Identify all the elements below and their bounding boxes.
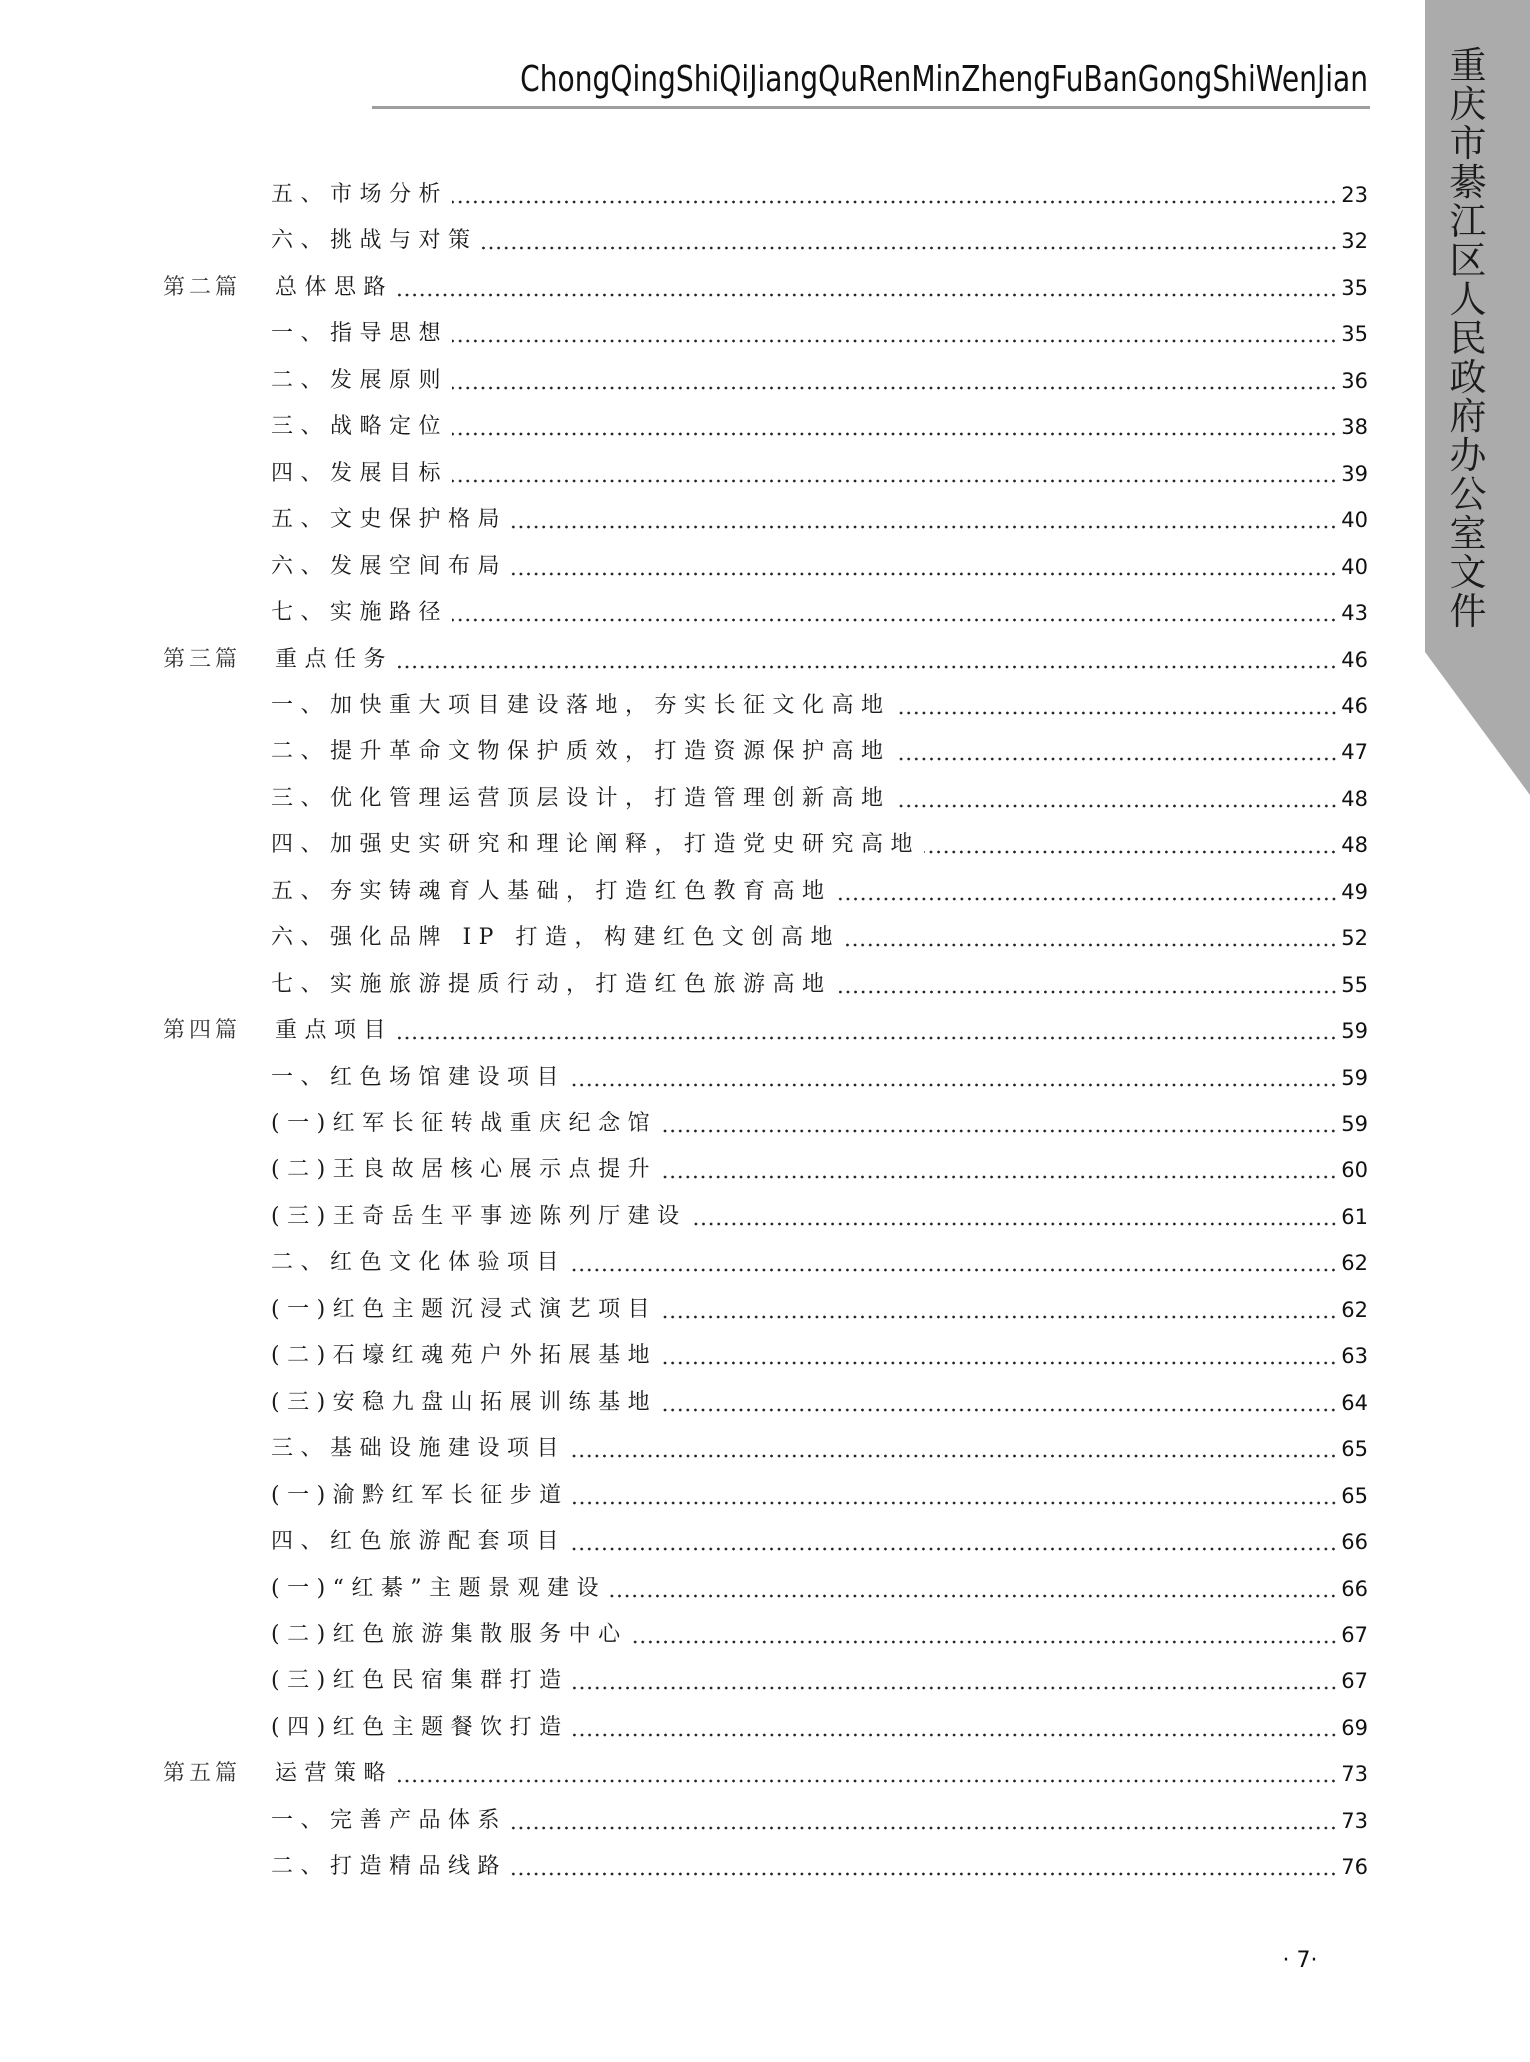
toc-page-number: 76 bbox=[1341, 1855, 1368, 1880]
toc-page-number: 35 bbox=[1341, 275, 1368, 300]
toc-entry-link[interactable] bbox=[271, 590, 1368, 636]
toc-entry-link[interactable] bbox=[275, 637, 1368, 683]
toc-entry-row[interactable] bbox=[0, 1194, 1400, 1240]
toc-page-number: 49 bbox=[1341, 879, 1368, 904]
toc-entry-title: 运营策略 bbox=[275, 1761, 394, 1787]
side-tab-char: 人 bbox=[1449, 278, 1487, 321]
toc-page-number: 52 bbox=[1341, 926, 1368, 951]
toc-part-label: 第二篇 bbox=[163, 274, 242, 300]
toc-page-number: 38 bbox=[1341, 415, 1368, 440]
toc-entry-link[interactable] bbox=[271, 1147, 1368, 1193]
toc-entry-title: 四、加强史实研究和理论阐释，打造党史研究高地 bbox=[271, 832, 921, 858]
toc-entry-link[interactable] bbox=[271, 1705, 1368, 1751]
toc-entry-title: 总体思路 bbox=[275, 274, 394, 300]
toc-entry-row[interactable] bbox=[0, 1705, 1400, 1751]
toc-part-row[interactable] bbox=[0, 1008, 1400, 1054]
toc-entry-title: 七、实施旅游提质行动，打造红色旅游高地 bbox=[271, 971, 832, 997]
dot-leader bbox=[661, 1361, 1337, 1365]
side-tab bbox=[1425, 0, 1530, 795]
toc-entry-title: 四、发展目标 bbox=[271, 460, 449, 486]
toc-entry-row[interactable] bbox=[0, 1333, 1400, 1379]
toc-entry-row[interactable] bbox=[0, 869, 1400, 915]
toc-part-row[interactable] bbox=[0, 637, 1400, 683]
toc-entry-link[interactable] bbox=[271, 1612, 1368, 1658]
toc-entry-link[interactable] bbox=[271, 311, 1368, 357]
toc-page-number: 43 bbox=[1341, 601, 1368, 626]
toc-entry-row[interactable] bbox=[0, 1147, 1400, 1193]
side-tab-char: 办 bbox=[1449, 434, 1487, 477]
toc-entry-title: 三、基础设施建设项目 bbox=[271, 1436, 567, 1462]
toc-entry-link[interactable] bbox=[271, 172, 1368, 218]
toc-entry-link[interactable] bbox=[271, 729, 1368, 775]
dot-leader bbox=[570, 1083, 1337, 1087]
toc-entry-row[interactable] bbox=[0, 497, 1400, 543]
dot-leader bbox=[632, 1640, 1338, 1644]
dot-leader bbox=[452, 432, 1337, 436]
dot-leader bbox=[511, 572, 1337, 576]
toc-entry-title: 五、文史保护格局 bbox=[271, 507, 508, 533]
dot-leader bbox=[452, 618, 1337, 622]
running-header bbox=[372, 58, 1370, 102]
toc-entry-row[interactable] bbox=[0, 404, 1400, 450]
toc-page-number: 65 bbox=[1341, 1437, 1368, 1462]
toc-entry-row[interactable] bbox=[0, 590, 1400, 636]
toc-entry-link[interactable] bbox=[271, 404, 1368, 450]
dot-leader bbox=[844, 943, 1337, 947]
toc-entry-link[interactable] bbox=[271, 1426, 1368, 1472]
dot-leader bbox=[573, 1501, 1338, 1505]
toc-entry-title: 六、发展空间布局 bbox=[271, 553, 508, 579]
side-tab-char: 公 bbox=[1449, 473, 1487, 516]
toc-page-number: 67 bbox=[1341, 1622, 1368, 1647]
toc-page-number: 60 bbox=[1341, 1158, 1368, 1183]
toc-entry-row[interactable] bbox=[0, 915, 1400, 961]
toc-page-number: 62 bbox=[1341, 1251, 1368, 1276]
dot-leader bbox=[573, 1686, 1338, 1690]
dot-leader bbox=[691, 1222, 1338, 1226]
toc-page-number: 48 bbox=[1341, 833, 1368, 858]
page-number: · 7· bbox=[1282, 1948, 1318, 1973]
toc-entry-row[interactable] bbox=[0, 451, 1400, 497]
dot-leader bbox=[895, 804, 1338, 808]
toc-entry-title: 五、市场分析 bbox=[271, 182, 449, 207]
dot-leader bbox=[610, 1594, 1337, 1598]
toc-entry-link[interactable] bbox=[275, 1008, 1368, 1054]
dot-leader bbox=[452, 479, 1337, 483]
toc-page-number: 35 bbox=[1341, 322, 1368, 347]
toc-entry-row[interactable] bbox=[0, 962, 1400, 1008]
dot-leader bbox=[452, 339, 1337, 343]
toc-entry-link[interactable] bbox=[271, 1333, 1368, 1379]
side-tab-char: 件 bbox=[1449, 590, 1487, 633]
dot-leader bbox=[397, 1036, 1337, 1040]
toc-entry-link[interactable] bbox=[271, 451, 1368, 497]
toc-entry-title: 一、指导思想 bbox=[271, 321, 449, 347]
toc-entry-title: (二)王良故居核心展示点提升 bbox=[271, 1157, 658, 1183]
toc-page-number: 66 bbox=[1341, 1530, 1368, 1555]
toc-page-number: 48 bbox=[1341, 786, 1368, 811]
dot-leader bbox=[452, 200, 1337, 204]
toc-entry-title: (一)渝黔红军长征步道 bbox=[271, 1482, 569, 1508]
toc-page-number: 67 bbox=[1341, 1669, 1368, 1694]
toc-entry-link[interactable] bbox=[271, 1240, 1368, 1286]
toc-page-number: 46 bbox=[1341, 647, 1368, 672]
running-header-title: ChongQingShiQiJiangQuRenMinZhengFuBanGongShiWenJian bbox=[520, 59, 1368, 100]
toc-page-number: 32 bbox=[1341, 229, 1368, 254]
dot-leader bbox=[511, 1826, 1337, 1830]
toc-entry-row[interactable] bbox=[0, 1380, 1400, 1426]
toc-page-number: 23 bbox=[1341, 183, 1368, 207]
dot-leader bbox=[661, 1408, 1337, 1412]
toc-page-number: 73 bbox=[1341, 1808, 1368, 1833]
side-tab-char: 政 bbox=[1449, 356, 1487, 399]
toc-part-label: 第三篇 bbox=[163, 646, 242, 672]
dot-leader bbox=[661, 1129, 1337, 1133]
toc-entry-link[interactable] bbox=[271, 822, 1368, 868]
toc-entry-title: 重点任务 bbox=[275, 646, 394, 672]
toc-entry-title: 二、提升革命文物保护质效，打造资源保护高地 bbox=[271, 739, 891, 765]
toc-page-number: 59 bbox=[1341, 1065, 1368, 1090]
dot-leader bbox=[452, 386, 1337, 390]
toc-entry-link[interactable] bbox=[271, 1101, 1368, 1147]
toc-entry-link[interactable] bbox=[271, 1658, 1368, 1704]
toc-page-number: 59 bbox=[1341, 1112, 1368, 1136]
toc-page-number: 40 bbox=[1341, 554, 1368, 579]
toc-entry-row[interactable] bbox=[0, 544, 1400, 590]
side-tab-char: 府 bbox=[1449, 395, 1487, 438]
dot-leader bbox=[895, 711, 1338, 715]
toc-entry-link[interactable] bbox=[271, 1055, 1368, 1101]
toc-entry-row[interactable] bbox=[0, 1287, 1400, 1333]
dot-leader bbox=[836, 897, 1338, 901]
toc-page-number: 64 bbox=[1341, 1390, 1368, 1415]
toc-entry-link[interactable] bbox=[271, 1287, 1368, 1333]
side-tab-char: 文 bbox=[1449, 551, 1487, 594]
toc-page-number: 65 bbox=[1341, 1483, 1368, 1508]
toc-entry-link[interactable] bbox=[271, 1380, 1368, 1426]
toc-entry-title: (一)红色主题沉浸式演艺项目 bbox=[271, 1296, 658, 1322]
toc-entry-link[interactable] bbox=[271, 1519, 1368, 1565]
toc-page-number: 39 bbox=[1341, 461, 1368, 486]
toc-entry-row[interactable] bbox=[0, 1473, 1400, 1519]
dot-leader bbox=[511, 525, 1337, 529]
toc-entry-title: 五、夯实铸魂育人基础，打造红色教育高地 bbox=[271, 878, 832, 904]
dot-leader bbox=[397, 1779, 1337, 1783]
dot-leader bbox=[482, 246, 1338, 250]
toc-entry-row[interactable] bbox=[0, 172, 1400, 218]
dot-leader bbox=[836, 990, 1338, 994]
toc-entry-row[interactable] bbox=[0, 1101, 1400, 1147]
dot-leader bbox=[397, 293, 1337, 297]
toc-page-number: 36 bbox=[1341, 368, 1368, 393]
side-tab-char: 江 bbox=[1449, 200, 1487, 243]
toc-entry-title: (一)“红綦”主题景观建设 bbox=[271, 1575, 607, 1601]
toc-entry-link[interactable] bbox=[271, 497, 1368, 543]
toc-entry-row[interactable] bbox=[0, 1519, 1400, 1565]
toc-page-number: 46 bbox=[1341, 693, 1368, 718]
toc-page-number: 61 bbox=[1341, 1204, 1368, 1229]
toc-entry-row[interactable] bbox=[0, 311, 1400, 357]
toc-entry-row[interactable] bbox=[0, 358, 1400, 404]
dot-leader bbox=[573, 1733, 1338, 1737]
toc-entry-row[interactable] bbox=[0, 1658, 1400, 1704]
toc-entry-link[interactable] bbox=[271, 683, 1368, 729]
dot-leader bbox=[570, 1547, 1337, 1551]
dot-leader bbox=[924, 850, 1337, 854]
dot-leader bbox=[570, 1268, 1337, 1272]
toc-page-number: 73 bbox=[1341, 1762, 1368, 1787]
toc-part-row[interactable] bbox=[0, 1751, 1400, 1797]
toc-entry-title: (四)红色主题餐饮打造 bbox=[271, 1714, 569, 1740]
toc-entry-title: (二)石壕红魂苑户外拓展基地 bbox=[271, 1343, 658, 1369]
dot-leader bbox=[661, 1315, 1337, 1319]
side-tab-char: 市 bbox=[1449, 122, 1487, 165]
dot-leader bbox=[661, 1175, 1337, 1179]
side-tab-char: 室 bbox=[1449, 512, 1487, 555]
header-divider bbox=[372, 106, 1370, 109]
toc-entry-title: 三、优化管理运营顶层设计，打造管理创新高地 bbox=[271, 785, 891, 811]
toc-entry-link[interactable] bbox=[275, 265, 1368, 311]
toc-part-row[interactable] bbox=[0, 265, 1400, 311]
side-tab-char: 綦 bbox=[1449, 161, 1487, 204]
toc-entry-row[interactable] bbox=[0, 822, 1400, 868]
side-tab-char: 民 bbox=[1449, 317, 1487, 360]
toc-entry-link[interactable] bbox=[271, 962, 1368, 1008]
toc-entry-title: 一、加快重大项目建设落地，夯实长征文化高地 bbox=[271, 692, 891, 718]
toc-entry-title: (三)红色民宿集群打造 bbox=[271, 1668, 569, 1694]
toc-entry-row[interactable] bbox=[0, 1426, 1400, 1472]
toc-entry-title: 二、打造精品线路 bbox=[271, 1854, 508, 1880]
toc-entry-title: 六、挑战与对策 bbox=[271, 228, 478, 254]
toc-entry-row[interactable] bbox=[0, 1240, 1400, 1286]
toc-entry-title: 一、完善产品体系 bbox=[271, 1807, 508, 1833]
toc-entry-link[interactable] bbox=[271, 544, 1368, 590]
toc-entry-link[interactable] bbox=[271, 358, 1368, 404]
toc-entry-row[interactable] bbox=[0, 683, 1400, 729]
toc-entry-title: 六、强化品牌 IP 打造，构建红色文创高地 bbox=[271, 925, 840, 951]
toc-entry-title: 重点项目 bbox=[275, 1018, 394, 1044]
toc-page-number: 63 bbox=[1341, 1344, 1368, 1369]
toc-entry-title: 三、战略定位 bbox=[271, 414, 449, 440]
toc-entry-row[interactable] bbox=[0, 1798, 1400, 1844]
toc-entry-link[interactable] bbox=[271, 1844, 1368, 1890]
toc-entry-link[interactable] bbox=[271, 776, 1368, 822]
toc-page-number: 59 bbox=[1341, 1019, 1368, 1044]
toc-entry-title: 四、红色旅游配套项目 bbox=[271, 1529, 567, 1555]
toc-part-label: 第四篇 bbox=[163, 1018, 242, 1044]
toc-page-number: 55 bbox=[1341, 972, 1368, 997]
toc-entry-title: (三)王奇岳生平事迹陈列厅建设 bbox=[271, 1203, 687, 1229]
toc-entry-link[interactable] bbox=[271, 1194, 1368, 1240]
toc-entry-title: 七、实施路径 bbox=[271, 600, 449, 626]
toc-page-number: 62 bbox=[1341, 1297, 1368, 1322]
toc-entry-link[interactable] bbox=[271, 1798, 1368, 1844]
side-tab-char: 重 bbox=[1449, 44, 1487, 87]
toc-entry-row[interactable] bbox=[0, 729, 1400, 775]
toc-entry-title: 二、红色文化体验项目 bbox=[271, 1250, 567, 1276]
toc-page-number: 66 bbox=[1341, 1576, 1368, 1601]
toc-page-number: 47 bbox=[1341, 740, 1368, 765]
toc-part-label: 第五篇 bbox=[163, 1761, 242, 1787]
toc-entry-link[interactable] bbox=[271, 915, 1368, 961]
side-tab-char: 区 bbox=[1449, 239, 1487, 282]
toc-entry-row[interactable] bbox=[0, 1055, 1400, 1101]
toc-page-number: 40 bbox=[1341, 508, 1368, 533]
toc-entry-link[interactable] bbox=[275, 1751, 1368, 1797]
toc-entry-title: 一、红色场馆建设项目 bbox=[271, 1064, 567, 1090]
dot-leader bbox=[511, 1872, 1337, 1876]
dot-leader bbox=[397, 665, 1337, 669]
toc-entry-row[interactable] bbox=[0, 1566, 1400, 1612]
dot-leader bbox=[895, 757, 1338, 761]
toc-entry-row[interactable] bbox=[0, 776, 1400, 822]
dot-leader bbox=[570, 1454, 1337, 1458]
toc-entry-row[interactable] bbox=[0, 1612, 1400, 1658]
toc-entry-link[interactable] bbox=[271, 869, 1368, 915]
side-tab-char: 庆 bbox=[1449, 83, 1487, 126]
toc-entry-link[interactable] bbox=[271, 1566, 1368, 1612]
toc-entry-row[interactable] bbox=[0, 1844, 1400, 1890]
toc-entry-link[interactable] bbox=[271, 1473, 1368, 1519]
side-tab-label bbox=[1425, 46, 1511, 631]
toc-entry-link[interactable] bbox=[271, 218, 1368, 264]
toc-entry-row[interactable] bbox=[0, 218, 1400, 264]
toc-entry-title: (一)红军长征转战重庆纪念馆 bbox=[271, 1111, 658, 1136]
toc-entry-title: (二)红色旅游集散服务中心 bbox=[271, 1621, 628, 1647]
toc-entry-title: 二、发展原则 bbox=[271, 367, 449, 393]
toc-page-number: 69 bbox=[1341, 1715, 1368, 1740]
toc-entry-title: (三)安稳九盘山拓展训练基地 bbox=[271, 1389, 658, 1415]
